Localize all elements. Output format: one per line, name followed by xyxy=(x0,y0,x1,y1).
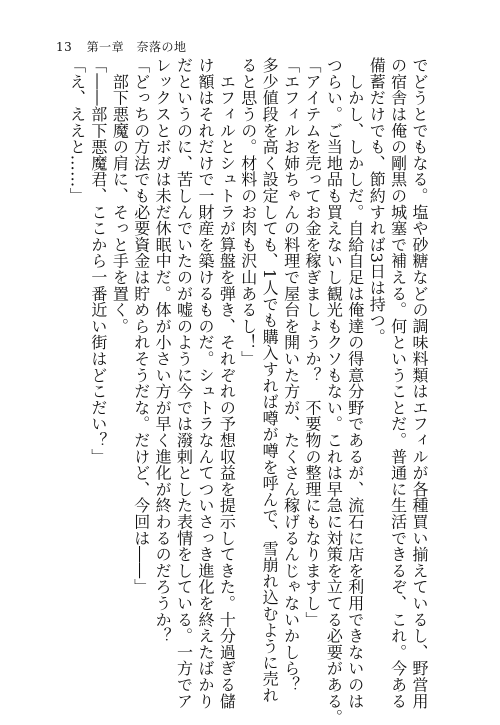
text-line: 「エフィルお姉ちゃんの料理で屋台を開いた方が、たくさん稼げるんじゃないかしら？ xyxy=(281,57,301,693)
vertical-text-body xyxy=(66,57,430,725)
text-line: つらい。ご当地品も買えないし観光もクソもない。これは早急に対策を立てる必要がある。 xyxy=(324,57,344,725)
text-line: 「――部下悪魔君、ここから一番近い街はどこだい？」 xyxy=(88,57,108,465)
text-line: しかし、しかしだ。自給自足は俺達の得意分野であるが、流石に店を利用できないのは xyxy=(345,57,365,709)
running-head xyxy=(56,38,186,55)
text-line: エフィルとシュトラが算盤を弾き、それぞれの予想収益を提示してきた。十分過ぎる儲 xyxy=(217,57,237,709)
text-line: 備蓄だけでも、節約すれば3日は持つ。 xyxy=(367,57,387,345)
chapter-label: 第一章 xyxy=(86,40,125,54)
text-line: 部下悪魔の肩に、そっと手を置く。 xyxy=(110,57,130,335)
text-line: レックスとボガは未だ休眠中だ。体が小さい方が早く進化が終わるのだろうか？ xyxy=(153,57,173,644)
text-line: でどうとでもなる。塩や砂糖などの調味料類はエフィルが各種買い揃えているし、野営用 xyxy=(410,57,429,709)
text-line: ると思うの。材料のお肉も沢山あるし！」 xyxy=(238,57,258,367)
text-line: の宿舎は俺の剛黒の城塞で補える。何ということだ。普通に生活できるぞ、これ。今ある xyxy=(388,57,408,709)
chapter-title: 奈落の地 xyxy=(136,40,187,54)
text-line: 「え、ええと……」 xyxy=(67,57,87,204)
text-line: 「どっちの方法でも必要資金は貯められそうだな。だけど、今回は――」 xyxy=(131,57,151,595)
page-number: 13 xyxy=(56,40,73,54)
text-line: 多少値段を高く設定しても、1人でも購入すれば噂が噂を呼んで、雪崩れ込むように売れ xyxy=(260,57,280,704)
text-line: だというのに、苦しんでいたのが嘘のように今では潑剌とした表情をしている。一方でア xyxy=(174,57,194,709)
text-line: 「アイテムを売ってお金を稼ぎましょうか？ 不要物の整理にもなりますし」 xyxy=(302,57,322,628)
text-line: け額はそれだけで一財産を築けるものだ。シュトラなんてついさっき進化を終えたばかり xyxy=(195,57,215,709)
